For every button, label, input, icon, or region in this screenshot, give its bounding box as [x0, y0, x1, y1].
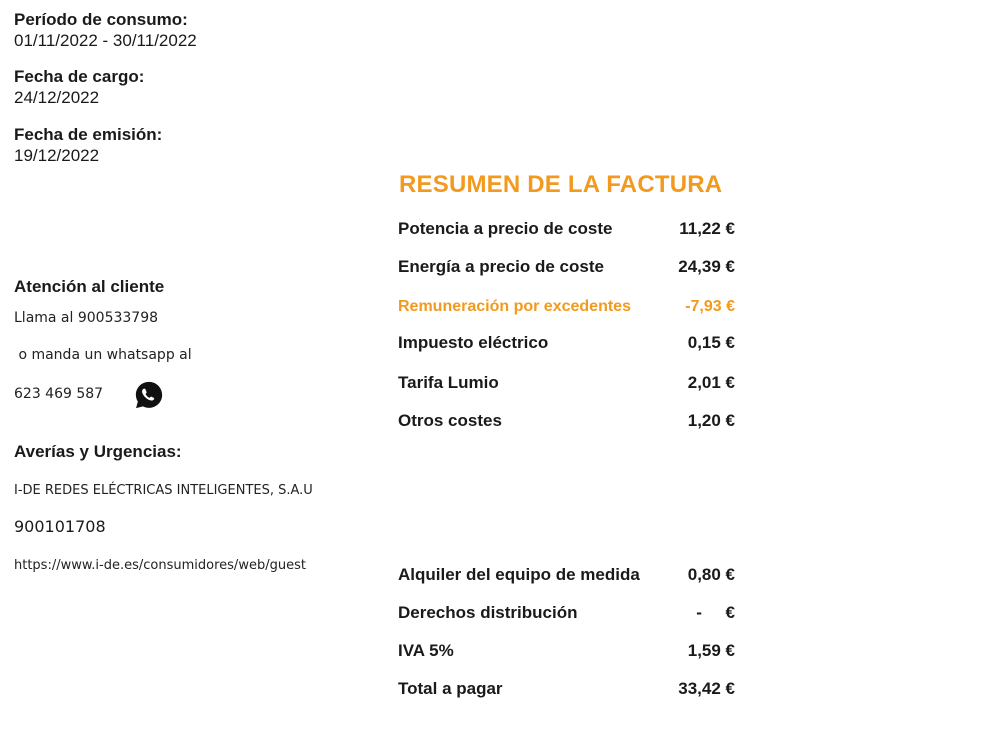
summary-item-label: Tarifa Lumio [398, 373, 499, 392]
extra-item-label: IVA 5% [398, 641, 454, 660]
summary-item-label: Impuesto eléctrico [398, 333, 549, 352]
whatsapp-icon [134, 380, 164, 410]
breakdowns-company: I-DE REDES ELÉCTRICAS INTELIGENTES, S.A.U [14, 483, 313, 498]
summary-item-amount: 2,01 € [687, 373, 735, 392]
total-amount: 33,42 € [678, 679, 735, 698]
summary-item-label: Energía a precio de coste [398, 257, 604, 276]
surplus-remuneration-amount: -7,93 € [685, 298, 735, 315]
charge-date-value: 24/12/2022 [14, 88, 100, 107]
surplus-remuneration-label: Remuneración por excedentes [398, 298, 631, 315]
summary-title: RESUMEN DE LA FACTURA [399, 171, 723, 198]
summary-item-label: Potencia a precio de coste [398, 219, 613, 238]
whatsapp-number: 623 469 587 [14, 386, 104, 402]
extra-item-amount: 0,80 € [687, 565, 735, 584]
summary-item-amount: 11,22 € [679, 219, 735, 238]
extra-item-label: Alquiler del equipo de medida [398, 565, 640, 584]
issue-date-label: Fecha de emisión: [14, 125, 163, 144]
charge-date-label: Fecha de cargo: [14, 67, 145, 86]
customer-service-whatsapp-text: o manda un whatsapp al [14, 347, 192, 363]
summary-item-amount: 1,20 € [687, 411, 735, 430]
extra-item-amount: 1,59 € [687, 641, 735, 660]
summary-item-amount: 0,15 € [687, 333, 735, 352]
total-label: Total a pagar [398, 679, 503, 698]
extra-item-amount: - € [696, 603, 735, 622]
summary-item-label: Otros costes [398, 411, 502, 430]
extra-item-label: Derechos distribución [398, 603, 578, 622]
breakdowns-phone: 900101708 [14, 517, 106, 536]
issue-date-value: 19/12/2022 [14, 146, 100, 165]
customer-service-call: Llama al 900533798 [14, 310, 159, 326]
summary-item-amount: 24,39 € [678, 257, 735, 276]
breakdowns-heading: Averías y Urgencias: [14, 442, 182, 461]
customer-service-heading: Atención al cliente [14, 277, 165, 296]
breakdowns-url[interactable]: https://www.i-de.es/consumidores/web/guest [14, 558, 306, 573]
period-value: 01/11/2022 - 30/11/2022 [14, 31, 197, 50]
period-label: Período de consumo: [14, 10, 188, 29]
